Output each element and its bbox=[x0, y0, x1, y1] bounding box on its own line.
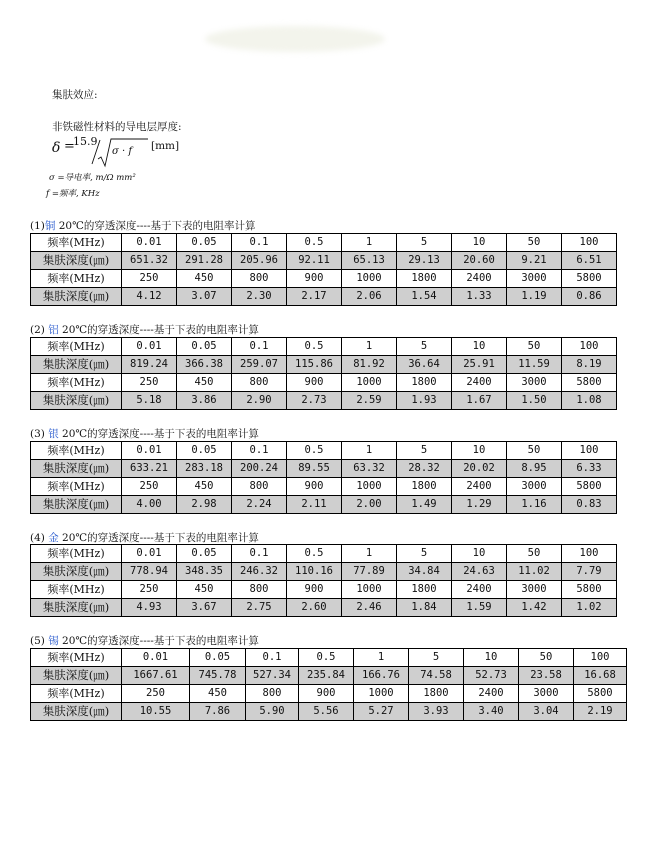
depth-cell: 1.49 bbox=[397, 496, 452, 514]
depth-cell: 77.89 bbox=[342, 563, 397, 581]
depth-cell: 1.54 bbox=[397, 288, 452, 306]
frequency-cell: 0.01 bbox=[122, 234, 177, 252]
frequency-cell: 800 bbox=[232, 270, 287, 288]
freq-row-1 bbox=[31, 649, 627, 667]
depth-cell: 1.33 bbox=[452, 288, 507, 306]
frequency-cell: 0.01 bbox=[122, 338, 177, 356]
frequency-cell: 250 bbox=[122, 478, 177, 496]
frequency-cell: 100 bbox=[562, 545, 617, 563]
frequency-cell: 50 bbox=[507, 234, 562, 252]
table-copper bbox=[30, 233, 617, 306]
section-title-aluminum bbox=[30, 322, 259, 337]
frequency-cell: 5 bbox=[397, 234, 452, 252]
depth-cell: 6.33 bbox=[562, 460, 617, 478]
frequency-cell: 1 bbox=[342, 545, 397, 563]
depth-cell: 11.59 bbox=[507, 356, 562, 374]
depth-cell: 778.94 bbox=[122, 563, 177, 581]
depth-row-1 bbox=[31, 460, 617, 478]
frequency-cell: 1000 bbox=[342, 581, 397, 599]
depth-cell: 1.02 bbox=[562, 599, 617, 617]
depth-cell: 166.76 bbox=[354, 667, 409, 685]
depth-cell: 2.30 bbox=[232, 288, 287, 306]
section-metal: 铜 bbox=[44, 220, 56, 232]
frequency-cell: 1800 bbox=[409, 685, 464, 703]
frequency-cell: 450 bbox=[177, 374, 232, 392]
frequency-cell: 10 bbox=[464, 649, 519, 667]
depth-cell: 34.84 bbox=[397, 563, 452, 581]
frequency-cell: 2400 bbox=[452, 374, 507, 392]
frequency-cell: 250 bbox=[122, 581, 177, 599]
depth-cell: 2.06 bbox=[342, 288, 397, 306]
frequency-cell: 100 bbox=[562, 234, 617, 252]
depth-row-2 bbox=[31, 288, 617, 306]
depth-cell: 291.28 bbox=[177, 252, 232, 270]
depth-cell: 23.58 bbox=[519, 667, 574, 685]
frequency-cell: 5 bbox=[397, 442, 452, 460]
depth-cell: 10.55 bbox=[122, 703, 190, 721]
depth-cell: 2.60 bbox=[287, 599, 342, 617]
formula-radicand: σ · f bbox=[112, 146, 133, 157]
frequency-cell: 0.5 bbox=[287, 442, 342, 460]
depth-cell: 283.18 bbox=[177, 460, 232, 478]
frequency-cell: 5800 bbox=[562, 581, 617, 599]
depth-cell: 1.42 bbox=[507, 599, 562, 617]
depth-row-header: 集肤深度(㎛) bbox=[31, 496, 122, 514]
freq-row-2 bbox=[31, 374, 617, 392]
skin-depth-formula bbox=[52, 136, 182, 168]
depth-cell: 2.46 bbox=[342, 599, 397, 617]
frequency-cell: 0.5 bbox=[299, 649, 354, 667]
frequency-row-header: 频率(MHz) bbox=[31, 649, 122, 667]
depth-cell: 2.24 bbox=[232, 496, 287, 514]
freq-row-2 bbox=[31, 581, 617, 599]
depth-cell: 366.38 bbox=[177, 356, 232, 374]
depth-cell: 3.40 bbox=[464, 703, 519, 721]
table-gold bbox=[30, 544, 617, 617]
frequency-cell: 900 bbox=[287, 581, 342, 599]
depth-cell: 5.18 bbox=[122, 392, 177, 410]
section-title-tin bbox=[30, 633, 259, 648]
depth-cell: 0.86 bbox=[562, 288, 617, 306]
frequency-cell: 0.01 bbox=[122, 545, 177, 563]
frequency-cell: 0.05 bbox=[190, 649, 246, 667]
frequency-row-header: 频率(MHz) bbox=[31, 685, 122, 703]
formula-unit: [mm] bbox=[151, 140, 180, 152]
section-metal: 锡 bbox=[48, 635, 59, 647]
frequency-cell: 1800 bbox=[397, 478, 452, 496]
frequency-cell: 800 bbox=[232, 374, 287, 392]
frequency-cell: 2400 bbox=[452, 270, 507, 288]
depth-cell: 8.95 bbox=[507, 460, 562, 478]
depth-cell: 3.07 bbox=[177, 288, 232, 306]
depth-cell: 4.12 bbox=[122, 288, 177, 306]
depth-cell: 205.96 bbox=[232, 252, 287, 270]
frequency-row-header: 频率(MHz) bbox=[31, 581, 122, 599]
frequency-cell: 0.1 bbox=[246, 649, 299, 667]
depth-cell: 2.98 bbox=[177, 496, 232, 514]
depth-cell: 20.02 bbox=[452, 460, 507, 478]
depth-row-2 bbox=[31, 703, 627, 721]
frequency-cell: 5 bbox=[409, 649, 464, 667]
table-tin bbox=[30, 648, 627, 721]
depth-row-1 bbox=[31, 252, 617, 270]
depth-cell: 2.17 bbox=[287, 288, 342, 306]
depth-cell: 7.79 bbox=[562, 563, 617, 581]
depth-row-header: 集肤深度(㎛) bbox=[31, 460, 122, 478]
depth-cell: 1.08 bbox=[562, 392, 617, 410]
depth-cell: 200.24 bbox=[232, 460, 287, 478]
formula-delta: δ bbox=[52, 140, 61, 156]
section-metal: 银 bbox=[48, 428, 59, 440]
frequency-cell: 1 bbox=[354, 649, 409, 667]
freq-row-2 bbox=[31, 478, 617, 496]
depth-cell: 81.92 bbox=[342, 356, 397, 374]
frequency-cell: 250 bbox=[122, 685, 190, 703]
freq-row-1 bbox=[31, 442, 617, 460]
depth-cell: 29.13 bbox=[397, 252, 452, 270]
blurred-smudge bbox=[205, 26, 385, 52]
frequency-row-header: 频率(MHz) bbox=[31, 270, 122, 288]
freq-row-1 bbox=[31, 545, 617, 563]
frequency-cell: 3000 bbox=[507, 478, 562, 496]
freq-row-1 bbox=[31, 338, 617, 356]
depth-cell: 6.51 bbox=[562, 252, 617, 270]
frequency-cell: 1 bbox=[342, 338, 397, 356]
section-prefix: (2) bbox=[30, 324, 49, 336]
depth-cell: 36.64 bbox=[397, 356, 452, 374]
freq-row-2 bbox=[31, 270, 617, 288]
freq-row-2 bbox=[31, 685, 627, 703]
frequency-cell: 1800 bbox=[397, 270, 452, 288]
depth-row-2 bbox=[31, 392, 617, 410]
frequency-cell: 2400 bbox=[452, 478, 507, 496]
depth-row-2 bbox=[31, 496, 617, 514]
frequency-cell: 0.5 bbox=[287, 338, 342, 356]
frequency-cell: 250 bbox=[122, 270, 177, 288]
depth-cell: 633.21 bbox=[122, 460, 177, 478]
frequency-cell: 450 bbox=[190, 685, 246, 703]
formula-numerator: 15.9 bbox=[73, 135, 98, 148]
table-silver bbox=[30, 441, 617, 514]
depth-cell: 2.00 bbox=[342, 496, 397, 514]
depth-cell: 1.67 bbox=[452, 392, 507, 410]
frequency-row-header: 频率(MHz) bbox=[31, 545, 122, 563]
frequency-cell: 10 bbox=[452, 234, 507, 252]
depth-cell: 5.27 bbox=[354, 703, 409, 721]
section-suffix: 20℃的穿透深度----基于下表的电阻率计算 bbox=[55, 220, 256, 232]
frequency-cell: 100 bbox=[574, 649, 627, 667]
depth-row-header: 集肤深度(㎛) bbox=[31, 392, 122, 410]
depth-cell: 2.73 bbox=[287, 392, 342, 410]
frequency-row-header: 频率(MHz) bbox=[31, 374, 122, 392]
depth-cell: 745.78 bbox=[190, 667, 246, 685]
section-title-copper bbox=[30, 218, 256, 233]
frequency-cell: 3000 bbox=[519, 685, 574, 703]
depth-cell: 3.04 bbox=[519, 703, 574, 721]
depth-row-header: 集肤深度(㎛) bbox=[31, 252, 122, 270]
depth-cell: 11.02 bbox=[507, 563, 562, 581]
depth-cell: 52.73 bbox=[464, 667, 519, 685]
depth-row-header: 集肤深度(㎛) bbox=[31, 599, 122, 617]
frequency-cell: 10 bbox=[452, 338, 507, 356]
frequency-cell: 450 bbox=[177, 270, 232, 288]
frequency-cell: 5800 bbox=[562, 270, 617, 288]
frequency-cell: 10 bbox=[452, 545, 507, 563]
frequency-cell: 0.01 bbox=[122, 442, 177, 460]
frequency-cell: 1000 bbox=[342, 270, 397, 288]
formula-equals: = bbox=[64, 139, 75, 154]
depth-cell: 115.86 bbox=[287, 356, 342, 374]
section-metal: 金 bbox=[48, 532, 59, 544]
depth-cell: 1.50 bbox=[507, 392, 562, 410]
frequency-cell: 100 bbox=[562, 442, 617, 460]
depth-cell: 3.93 bbox=[409, 703, 464, 721]
depth-row-header: 集肤深度(㎛) bbox=[31, 703, 122, 721]
frequency-cell: 0.05 bbox=[177, 338, 232, 356]
frequency-cell: 3000 bbox=[507, 270, 562, 288]
depth-cell: 348.35 bbox=[177, 563, 232, 581]
section-suffix: 20℃的穿透深度----基于下表的电阻率计算 bbox=[58, 532, 259, 544]
depth-cell: 74.58 bbox=[409, 667, 464, 685]
depth-cell: 819.24 bbox=[122, 356, 177, 374]
depth-cell: 25.91 bbox=[452, 356, 507, 374]
depth-cell: 2.59 bbox=[342, 392, 397, 410]
depth-cell: 4.93 bbox=[122, 599, 177, 617]
depth-cell: 4.00 bbox=[122, 496, 177, 514]
frequency-row-header: 频率(MHz) bbox=[31, 478, 122, 496]
depth-cell: 3.86 bbox=[177, 392, 232, 410]
frequency-cell: 2400 bbox=[464, 685, 519, 703]
frequency-cell: 5 bbox=[397, 545, 452, 563]
depth-row-1 bbox=[31, 667, 627, 685]
frequency-cell: 450 bbox=[177, 581, 232, 599]
section-prefix: (3) bbox=[30, 428, 49, 440]
depth-cell: 92.11 bbox=[287, 252, 342, 270]
frequency-cell: 100 bbox=[562, 338, 617, 356]
depth-cell: 1.29 bbox=[452, 496, 507, 514]
section-suffix: 20℃的穿透深度----基于下表的电阻率计算 bbox=[58, 428, 259, 440]
depth-cell: 2.11 bbox=[287, 496, 342, 514]
frequency-cell: 50 bbox=[507, 338, 562, 356]
frequency-cell: 0.5 bbox=[287, 234, 342, 252]
depth-cell: 5.90 bbox=[246, 703, 299, 721]
depth-cell: 8.19 bbox=[562, 356, 617, 374]
frequency-row-header: 频率(MHz) bbox=[31, 234, 122, 252]
frequency-cell: 900 bbox=[287, 270, 342, 288]
depth-cell: 259.07 bbox=[232, 356, 287, 374]
depth-row-2 bbox=[31, 599, 617, 617]
depth-cell: 651.32 bbox=[122, 252, 177, 270]
frequency-cell: 800 bbox=[232, 478, 287, 496]
depth-cell: 1667.61 bbox=[122, 667, 190, 685]
depth-cell: 1.16 bbox=[507, 496, 562, 514]
formula-caption: 非铁磁性材料的导电层厚度: bbox=[52, 121, 182, 133]
depth-cell: 2.90 bbox=[232, 392, 287, 410]
frequency-cell: 1000 bbox=[354, 685, 409, 703]
frequency-cell: 10 bbox=[452, 442, 507, 460]
section-metal: 铝 bbox=[48, 324, 59, 336]
depth-cell: 3.67 bbox=[177, 599, 232, 617]
frequency-cell: 0.05 bbox=[177, 545, 232, 563]
frequency-cell: 1000 bbox=[342, 478, 397, 496]
section-prefix: (5) bbox=[30, 635, 49, 647]
depth-cell: 28.32 bbox=[397, 460, 452, 478]
frequency-cell: 800 bbox=[246, 685, 299, 703]
frequency-cell: 50 bbox=[519, 649, 574, 667]
frequency-cell: 900 bbox=[287, 478, 342, 496]
depth-cell: 1.59 bbox=[452, 599, 507, 617]
frequency-cell: 800 bbox=[232, 581, 287, 599]
section-title-gold bbox=[30, 530, 259, 545]
frequency-cell: 250 bbox=[122, 374, 177, 392]
section-prefix: (1) bbox=[30, 220, 45, 232]
depth-row-header: 集肤深度(㎛) bbox=[31, 288, 122, 306]
frequency-cell: 0.1 bbox=[232, 442, 287, 460]
section-prefix: (4) bbox=[30, 532, 49, 544]
depth-cell: 9.21 bbox=[507, 252, 562, 270]
depth-cell: 24.63 bbox=[452, 563, 507, 581]
frequency-cell: 5 bbox=[397, 338, 452, 356]
depth-cell: 235.84 bbox=[299, 667, 354, 685]
frequency-cell: 1800 bbox=[397, 581, 452, 599]
frequency-cell: 50 bbox=[507, 442, 562, 460]
depth-cell: 1.93 bbox=[397, 392, 452, 410]
frequency-cell: 0.05 bbox=[177, 442, 232, 460]
depth-cell: 20.60 bbox=[452, 252, 507, 270]
frequency-cell: 0.1 bbox=[232, 234, 287, 252]
section-suffix: 20℃的穿透深度----基于下表的电阻率计算 bbox=[58, 324, 259, 336]
frequency-row-header: 频率(MHz) bbox=[31, 338, 122, 356]
legend-sigma: σ =导电率, m/Ω mm² bbox=[49, 173, 136, 183]
depth-cell: 63.32 bbox=[342, 460, 397, 478]
frequency-cell: 5800 bbox=[562, 374, 617, 392]
page-heading: 集肤效应: bbox=[52, 89, 98, 101]
frequency-cell: 1 bbox=[342, 234, 397, 252]
legend-frequency: f =频率, KHz bbox=[46, 189, 100, 199]
frequency-cell: 2400 bbox=[452, 581, 507, 599]
frequency-cell: 0.1 bbox=[232, 545, 287, 563]
table-aluminum bbox=[30, 337, 617, 410]
section-title-silver bbox=[30, 426, 259, 441]
freq-row-1 bbox=[31, 234, 617, 252]
depth-row-header: 集肤深度(㎛) bbox=[31, 563, 122, 581]
frequency-cell: 5800 bbox=[562, 478, 617, 496]
depth-row-1 bbox=[31, 356, 617, 374]
depth-cell: 65.13 bbox=[342, 252, 397, 270]
frequency-cell: 900 bbox=[287, 374, 342, 392]
depth-row-header: 集肤深度(㎛) bbox=[31, 667, 122, 685]
depth-cell: 2.19 bbox=[574, 703, 627, 721]
depth-cell: 527.34 bbox=[246, 667, 299, 685]
depth-cell: 5.56 bbox=[299, 703, 354, 721]
frequency-cell: 0.01 bbox=[122, 649, 190, 667]
depth-cell: 16.68 bbox=[574, 667, 627, 685]
frequency-cell: 3000 bbox=[507, 374, 562, 392]
depth-cell: 2.75 bbox=[232, 599, 287, 617]
frequency-cell: 450 bbox=[177, 478, 232, 496]
frequency-cell: 1000 bbox=[342, 374, 397, 392]
depth-row-header: 集肤深度(㎛) bbox=[31, 356, 122, 374]
frequency-cell: 900 bbox=[299, 685, 354, 703]
depth-cell: 89.55 bbox=[287, 460, 342, 478]
depth-cell: 0.83 bbox=[562, 496, 617, 514]
frequency-cell: 1800 bbox=[397, 374, 452, 392]
frequency-cell: 0.05 bbox=[177, 234, 232, 252]
frequency-cell: 3000 bbox=[507, 581, 562, 599]
depth-cell: 7.86 bbox=[190, 703, 246, 721]
depth-cell: 246.32 bbox=[232, 563, 287, 581]
frequency-cell: 0.5 bbox=[287, 545, 342, 563]
frequency-cell: 50 bbox=[507, 545, 562, 563]
depth-cell: 110.16 bbox=[287, 563, 342, 581]
frequency-cell: 1 bbox=[342, 442, 397, 460]
frequency-cell: 5800 bbox=[574, 685, 627, 703]
depth-cell: 1.19 bbox=[507, 288, 562, 306]
frequency-row-header: 频率(MHz) bbox=[31, 442, 122, 460]
section-suffix: 20℃的穿透深度----基于下表的电阻率计算 bbox=[58, 635, 259, 647]
frequency-cell: 0.1 bbox=[232, 338, 287, 356]
depth-cell: 1.84 bbox=[397, 599, 452, 617]
depth-row-1 bbox=[31, 563, 617, 581]
